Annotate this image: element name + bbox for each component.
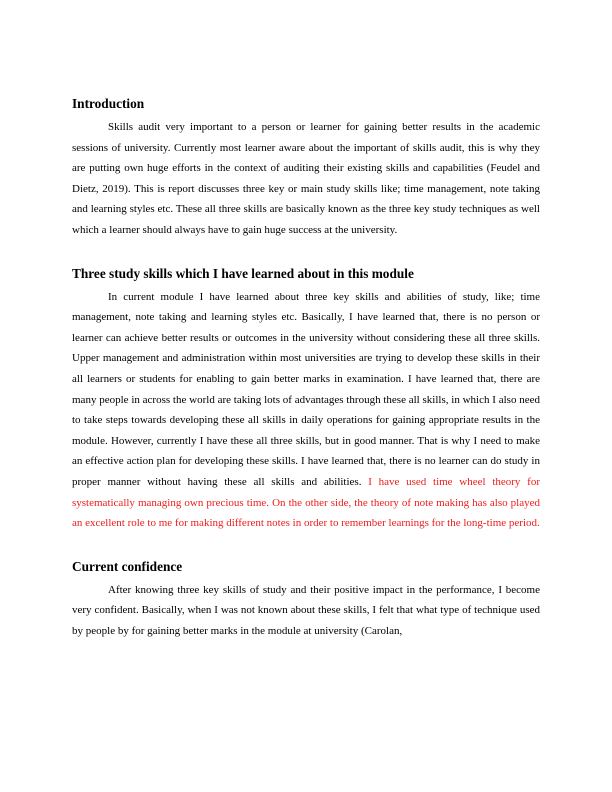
introduction-paragraph: Skills audit very important to a person or learner for gaining better results in the academic sessions of university. Currently most learner aware about the important of skills audit, this is why they are putting own huge efforts in the context of auditing their existing skills and capabilities (Feudel and Dietz, 2019). This is report discusses three key or main study skills like; time management, note taking and learning styles etc. These all three skills are basically known as the three key study techniques as well which a learner should always have to gain huge success at the university.: [72, 121, 540, 236]
study-skills-highlighted-text: I have used time wheel theory for systematically managing own precious time. On the other side, the theory of note making has also played an excellent role to me for making different notes in order to remember learnings for the long-time period.: [72, 475, 540, 530]
section-heading-study-skills: Three study skills which I have learned about in this module: [72, 265, 414, 281]
document-page: [72, 95, 540, 641]
current-confidence-paragraph: After knowing three key skills of study and their positive impact in the performance, I become very confident. Basically, when I was not known about these skills, I felt that what type of technique used by people by for gaining better marks in the module at university (Carolan,: [72, 583, 540, 637]
section-spacer: [72, 241, 540, 265]
section-heading-current-confidence: Current confidence: [72, 558, 183, 574]
study-skills-paragraph: [72, 287, 540, 534]
section-heading-introduction: Introduction: [72, 96, 145, 111]
section-spacer: [72, 534, 540, 558]
study-skills-text: In current module I have learned about three key skills and abilities of study, like; time management, note taking and learning styles etc. Basically, I have learned that, there is no person or learner can achieve better results or outcomes in the university without considering these all three skills. Upper management and administration within most universities are trying to develop these skills in their all learners or students for enabling to gain better marks in examination. I have learned that, there are many people in across the world are taking lots of advantages through these all skills, in which I also need to take steps towards developing these all skills in daily operations for gaining appropriate results in the module. However, currently I have these all three skills, but in good manner. That is why I need to make an effective action plan for developing these skills. I have learned that, there is no learner can do study in proper manner without having these all skills and abilities.: [72, 290, 540, 488]
